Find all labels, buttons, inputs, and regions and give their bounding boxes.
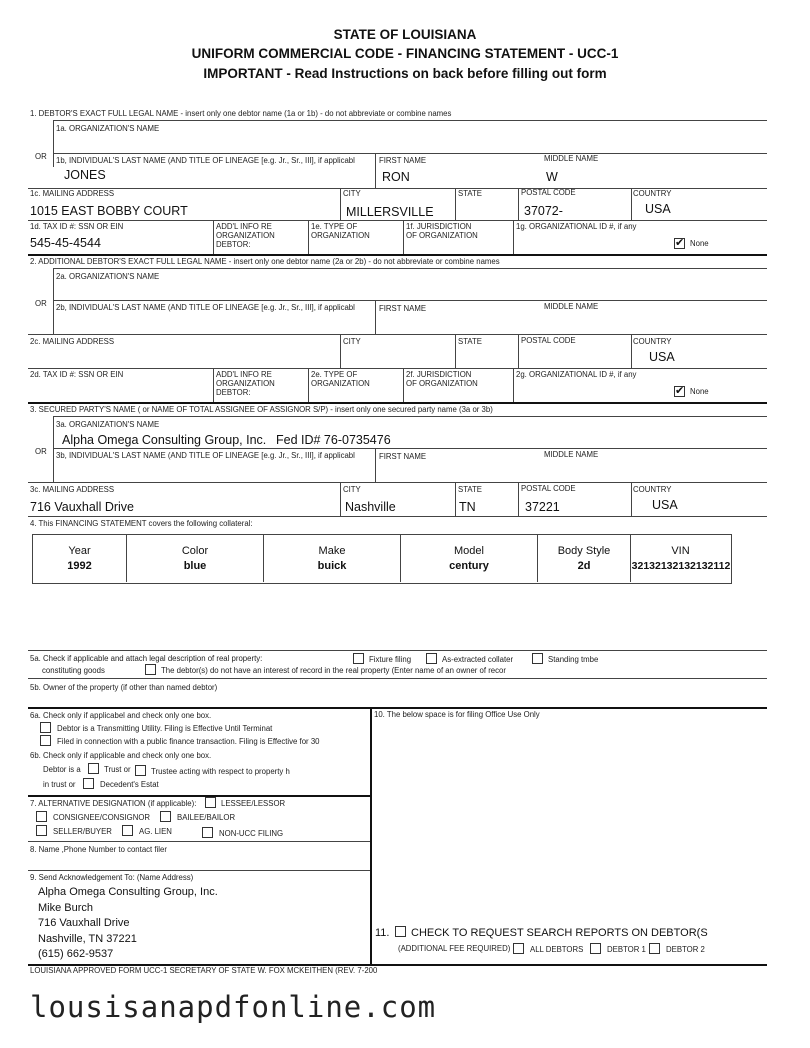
collateral-model[interactable]: century [449,560,489,572]
section3-title: 3. SECURED PARTY'S NAME ( or NAME OF TOTAL ASSIGNEE OF ASSIGNOR S/P) - insert only one secured party name (3a or 3b) [30,405,493,414]
section5a-label: 5a. Check if applicable and attach legal description of real property: [30,654,263,663]
first-name-label-3: FIRST NAME [379,452,427,461]
search-reports-label: CHECK TO REQUEST SEARCH REPORTS ON DEBTOR(S [411,927,708,939]
form-instructions-note: IMPORTANT - Read Instructions on back before filling out form [203,66,607,81]
collateral-body-style[interactable]: 2d [577,560,591,572]
secured-state[interactable]: TN [459,500,476,514]
ack-line-5: (615) 662-9537 [38,948,114,960]
collateral-header-color: Color [181,545,209,557]
section2-title: 2. ADDITIONAL DEBTOR'S EXACT FULL LEGAL NAME - insert only one debtor name (2a or 2b) - do not abbreviate or combine names [30,257,500,266]
decedents-estate-label: Decedent's Estat [100,780,159,789]
debtor2-org-id-none-checkbox[interactable] [674,386,685,397]
org-type-label-b: 2e. TYPE OF [311,370,358,379]
postal-code-label-2: POSTAL CODE [521,336,576,345]
tax-id-label-2: 2d. TAX ID #: SSN OR EIN [30,370,124,379]
org-type-label-2: ORGANIZATION [311,231,370,240]
country-label: COUNTRY [633,189,672,198]
city-label-3: CITY [343,485,361,494]
non-ucc-checkbox[interactable] [202,827,213,838]
fixture-filing-label: Fixture filing [369,655,412,664]
ack-line-1: Alpha Omega Consulting Group, Inc. [38,886,218,898]
section4-title: 4. This FINANCING STATEMENT covers the following collateral: [30,519,253,528]
debtor-is-a-label: Debtor is a [43,765,81,774]
collateral-year[interactable]: 1992 [67,560,92,572]
no-interest-label: The debtor(s) do not have an interest of record in the real property (Enter name of an owner of recor [161,666,506,675]
public-finance-checkbox[interactable] [40,735,51,746]
constituting-goods-label: constituting goods [42,666,105,675]
search-reports-checkbox[interactable] [395,926,406,937]
section5b-label: 5b. Owner of the property (if other than named debtor) [30,683,218,692]
addl-info-label-3: DEBTOR: [216,240,251,249]
state-label-3: STATE [458,485,482,494]
mailing-address-label-3: 3c. MAILING ADDRESS [30,485,115,494]
or-label-2: OR [35,299,47,308]
all-debtors-checkbox[interactable] [513,943,524,954]
section3b-label: 3b, INDIVIDUAL'S LAST NAME (AND TITLE OF LINEAGE [e.g. Jr., Sr., III], if applicabl [56,451,355,460]
section6a-label: 6a. Check only if applicabel and check only one box. [30,711,212,720]
no-interest-checkbox[interactable] [145,664,156,675]
additional-fee-label: (ADDITIONAL FEE REQUIRED) [398,944,511,953]
trustee-checkbox[interactable] [135,765,146,776]
non-ucc-label: NON-UCC FILING [219,829,284,838]
consignee-checkbox[interactable] [36,811,47,822]
seller-buyer-checkbox[interactable] [36,825,47,836]
mailing-address-label-2: 2c. MAILING ADDRESS [30,337,115,346]
approved-form-note: LOUISIANA APPROVED FORM UCC-1 SECRETARY OF STATE W. FOX MCKEITHEN (REV. 7-200 [30,966,378,975]
collateral-color[interactable]: blue [183,560,207,572]
form-title: UNIFORM COMMERCIAL CODE - FINANCING STATEMENT - UCC-1 [191,46,619,61]
addl-info-label-b3: DEBTOR: [216,388,251,397]
country-label-2: COUNTRY [633,337,672,346]
trust-or-label: Trust or [104,765,131,774]
collateral-header-vin: VIN [671,545,690,557]
city-label: CITY [343,189,361,198]
postal-code-label: POSTAL CODE [521,188,576,197]
city-label-2: CITY [343,337,361,346]
state-label-2: STATE [458,337,482,346]
debtor1-middle-name[interactable]: W [546,170,558,184]
addl-info-label-b: ADD'L INFO RE [216,370,272,379]
section2b-label: 2b, INDIVIDUAL'S LAST NAME (AND TITLE OF LINEAGE [e.g. Jr., Sr., III], if applicabl [56,303,355,312]
section1b-label: 1b, INDIVIDUAL'S LAST NAME (AND TITLE OF LINEAGE [e.g. Jr., Sr., III], if applicabl [56,156,355,165]
jurisdiction-label-b2: OF ORGANIZATION [406,379,478,388]
debtor1-last-name[interactable]: JONES [64,168,106,182]
section10-label: 10. The below space is for filing Office Use Only [374,710,540,719]
lessee-lessor-label: LESSEE/LESSOR [221,799,286,808]
debtor1-search-label: DEBTOR 1 [607,945,646,954]
standing-timber-checkbox[interactable] [532,653,543,664]
seller-buyer-label: SELLER/BUYER [53,827,112,836]
debtor2-country[interactable]: USA [649,350,675,364]
decedents-estate-checkbox[interactable] [83,778,94,789]
debtor1-country[interactable]: USA [645,202,671,216]
all-debtors-label: ALL DEBTORS [530,945,584,954]
ack-line-2: Mike Burch [38,901,94,914]
trust-checkbox[interactable] [88,763,99,774]
debtor1-tax-id[interactable]: 545-45-4544 [30,236,101,250]
addl-info-label-2: ORGANIZATION [216,231,275,240]
section7-label: 7. ALTERNATIVE DESIGNATION (if applicable): [30,799,197,808]
debtor1-city[interactable]: MILLERSVILLE [346,205,434,219]
debtor1-postal[interactable]: 37072- [524,204,563,218]
collateral-vin[interactable]: 32132132132132112 [631,560,731,572]
debtor2-search-label: DEBTOR 2 [666,945,705,954]
secured-org-name[interactable]: Alpha Omega Consulting Group, Inc. [62,433,267,447]
lessee-lessor-checkbox[interactable] [205,797,216,808]
secured-country[interactable]: USA [652,498,678,512]
debtor1-address[interactable]: 1015 EAST BOBBY COURT [30,204,188,218]
bailee-label: BAILEE/BAILOR [177,813,236,822]
collateral-make[interactable]: buick [317,560,347,572]
collateral-header-year: Year [68,545,91,557]
transmitting-utility-checkbox[interactable] [40,722,51,733]
in-trust-or-label: in trust or [43,780,76,789]
site-footer: lousisanapdfonline.com [30,990,437,1024]
section11-number: 11. [375,927,390,939]
org-type-label-b2: ORGANIZATION [311,379,370,388]
fixture-filing-checkbox[interactable] [353,653,364,664]
ag-lien-checkbox[interactable] [122,825,133,836]
consignee-label: CONSIGNEE/CONSIGNOR [53,813,151,822]
first-name-label-2: FIRST NAME [379,304,427,313]
jurisdiction-label-2: OF ORGANIZATION [406,231,478,240]
jurisdiction-label: 1f. JURISDICTION [406,222,472,231]
ag-lien-label: AG. LIEN [139,827,172,836]
addl-info-label-b2: ORGANIZATION [216,379,275,388]
collateral-table [32,534,732,584]
as-extracted-label: As-extracted collater [442,655,514,664]
section3a-label: 3a. ORGANIZATION'S NAME [56,420,160,429]
collateral-header-model: Model [454,545,484,557]
first-name-label: FIRST NAME [379,156,427,165]
transmitting-utility-label: Debtor is a Transmitting Utility. Filing is Effective Until Terminat [57,724,273,733]
section2a-label: 2a. ORGANIZATION'S NAME [56,272,160,281]
secured-city[interactable]: Nashville [345,500,396,514]
postal-code-label-3: POSTAL CODE [521,484,576,493]
tax-id-label: 1d. TAX ID #: SSN OR EIN [30,222,124,231]
addl-info-label: ADD'L INFO RE [216,222,272,231]
secured-address[interactable]: 716 Vauxhall Drive [30,500,134,514]
middle-name-label: MIDDLE NAME [544,154,599,163]
debtor2-search-checkbox[interactable] [649,943,660,954]
trustee-label: Trustee acting with respect to property h [151,767,290,776]
country-label-3: COUNTRY [633,485,672,494]
debtor1-first-name[interactable]: RON [382,170,410,184]
org-id-label: 1g. ORGANIZATIONAL ID #, if any [516,222,637,231]
section6b-label: 6b. Check only if applicable and check only one box. [30,751,212,760]
debtor1-org-id-none-checkbox[interactable] [674,238,685,249]
form-title-state: STATE OF LOUISIANA [333,27,477,42]
collateral-header-make: Make [318,545,346,557]
or-label-3: OR [35,447,47,456]
none-label-2: None [690,387,709,396]
middle-name-label-2: MIDDLE NAME [544,302,599,311]
mailing-address-label: 1c. MAILING ADDRESS [30,189,115,198]
ack-line-3: 716 Vauxhall Drive [38,917,130,929]
section1a-label: 1a. ORGANIZATION'S NAME [56,124,160,133]
none-label: None [690,239,709,248]
state-label: STATE [458,189,482,198]
standing-timber-label: Standing tmbe [548,655,599,664]
section1-title: 1. DEBTOR'S EXACT FULL LEGAL NAME - insert only one debtor name (1a or 1b) - do not abbreviate or combine names [30,109,452,118]
or-label: OR [35,152,47,161]
acknowledgement-address[interactable] [38,885,218,963]
secured-fed-id[interactable]: Fed ID# 76-0735476 [276,433,391,447]
section9-label: 9. Send Acknowledgement To: (Name Address) [30,873,194,882]
middle-name-label-3: MIDDLE NAME [544,450,599,459]
collateral-header-body-style: Body Style [557,545,611,557]
org-id-label-2: 2g. ORGANIZATIONAL ID #, if any [516,370,637,379]
section8-label: 8. Name ,Phone Number to contact filer [30,845,167,854]
ack-line-4: Nashville, TN 37221 [38,932,137,945]
org-type-label: 1e. TYPE OF [311,222,358,231]
jurisdiction-label-b: 2f. JURISDICTION [406,370,472,379]
secured-postal[interactable]: 37221 [525,500,560,514]
debtor1-search-checkbox[interactable] [590,943,601,954]
public-finance-label: Filed in connection with a public finance transaction. Filing is Effective for 30 [57,737,320,746]
as-extracted-checkbox[interactable] [426,653,437,664]
bailee-checkbox[interactable] [160,811,171,822]
